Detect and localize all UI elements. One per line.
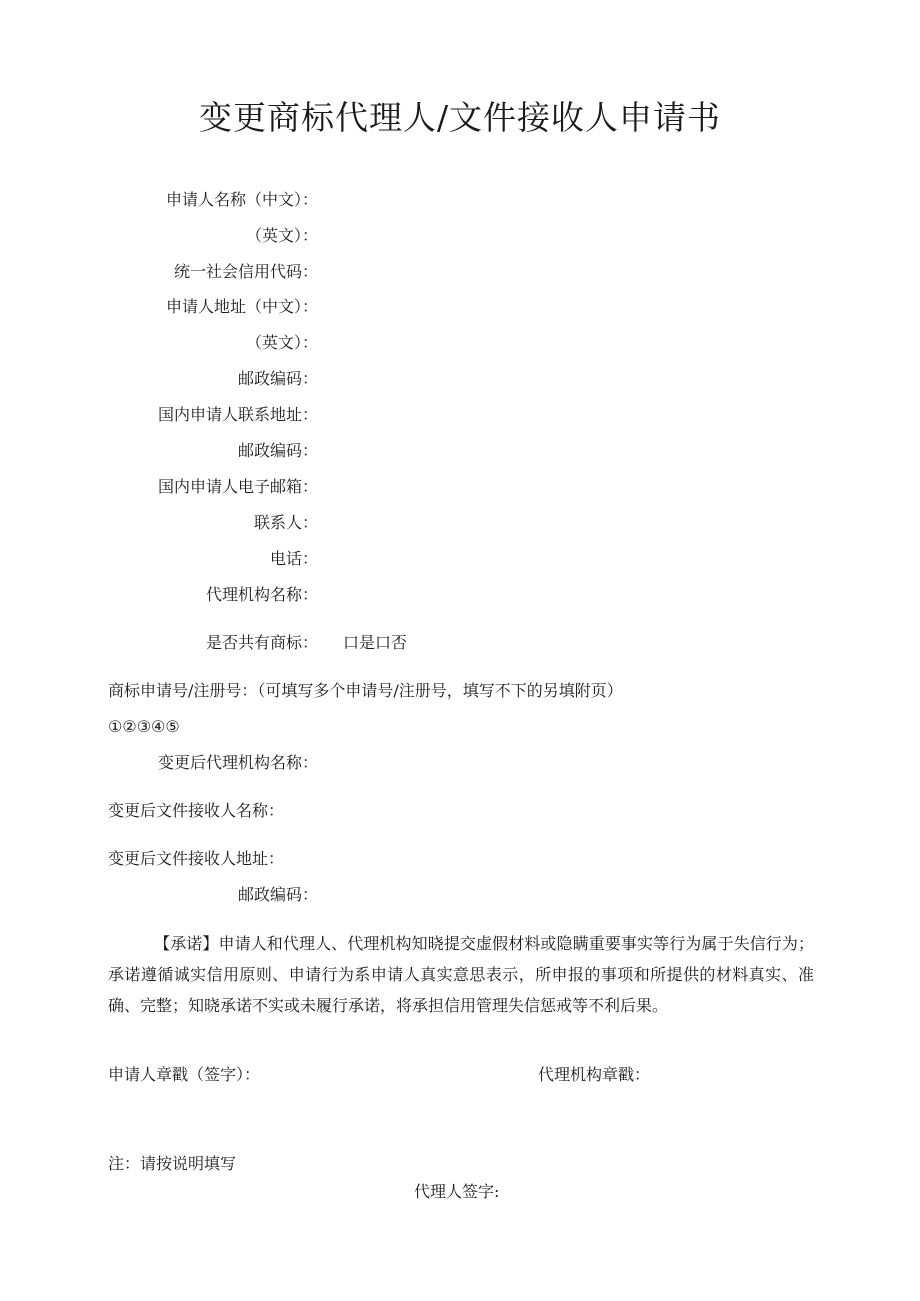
credit-code-label: 统一社会信用代码： (173, 262, 318, 281)
shared-mark-label: 是否共有商标： (205, 633, 318, 652)
note-text: 注：请按说明填写 (108, 1154, 237, 1173)
applicant-addr-en-label: （英文）： (245, 333, 318, 352)
new-receiver-addr-label: 变更后文件接收人地址： (108, 849, 285, 868)
domestic-email-label: 国内申请人电子邮箱： (157, 477, 318, 496)
agent-sign-label: 代理人签字: (414, 1182, 500, 1201)
agency-name-label: 代理机构名称： (205, 585, 318, 604)
new-agency-name-label: 变更后代理机构名称： (157, 753, 318, 772)
applicant-name-cn-label: 申请人名称（中文）： (165, 190, 318, 209)
agency-seal-label: 代理机构章戳： (538, 1065, 651, 1084)
pledge-text: 【承诺】申请人和代理人、代理机构知晓提交虚假材料或隐瞒重要事实等行为属于失信行为；承诺遵循诚实信用原则、申请行为系申请人真实意思表示，所申报的事项和所提供的材料真实、准确、完整；知晓承诺不实或未履行承诺，将承担信用管理失信惩戒等不利后果。 (108, 934, 814, 1015)
domestic-contact-addr-label: 国内申请人联系地址： (157, 405, 318, 424)
pledge-paragraph (108, 928, 814, 1021)
new-receiver-name-label: 变更后文件接收人名称： (108, 801, 285, 820)
postal-code-label-1: 邮政编码： (237, 369, 318, 388)
shared-mark-options[interactable]: 口是口否 (343, 633, 408, 652)
applicant-addr-cn-label: 申请人地址（中文）： (165, 297, 318, 316)
contact-person-label: 联系人： (253, 513, 318, 532)
applicant-name-en-label: （英文）： (245, 226, 318, 245)
new-postal-code-label: 邮政编码： (237, 885, 318, 904)
registration-number-label: 商标申请号/注册号：（可填写多个申请号/注册号，填写不下的另填附页） (108, 681, 623, 700)
page-title: 变更商标代理人/文件接收人申请书 (198, 98, 722, 137)
postal-code-label-2: 邮政编码： (237, 441, 318, 460)
registration-number-list: ①②③④⑤ (108, 717, 180, 736)
phone-label: 电话： (269, 549, 318, 568)
applicant-seal-label: 申请人章戳（签字）： (108, 1065, 261, 1084)
